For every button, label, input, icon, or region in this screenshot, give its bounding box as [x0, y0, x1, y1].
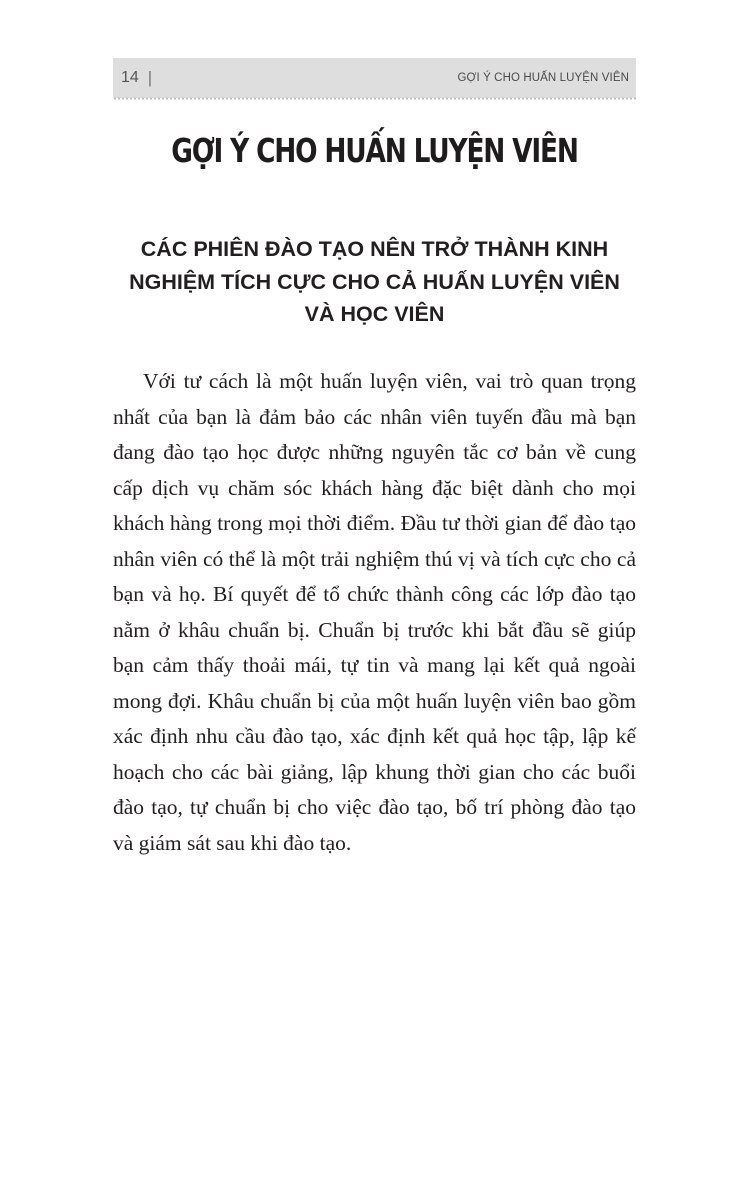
body-paragraph: Với tư cách là một huấn luyện viên, vai trò quan trọng nhất của bạn là đảm bảo các nhân viên tuyến đầu mà bạn đang đào tạo học được những nguyên tắc cơ bản về cung cấp dịch vụ chăm sóc khách hàng đặc biệt dành cho mọi khách hàng trong mọi thời điểm. Đầu tư thời gian để đào tạo nhân viên có thể là một trải nghiệm thú vị và tích cực cho cả bạn và họ. Bí quyết để tổ chức thành công các lớp đào tạo nằm ở khâu chuẩn bị. Chuẩn bị trước khi bắt đầu sẽ giúp bạn cảm thấy thoải mái, tự tin và mang lại kết quả ngoài mong đợi. Khâu chuẩn bị của một huấn luyện viên bao gồm xác định nhu cầu đào tạo, xác định kết quả học tập, lập kế hoạch cho các bài giảng, lập khung thời gian cho các buổi đào tạo, tự chuẩn bị cho việc đào tạo, bố trí phòng đào tạo và giám sát sau khi đào tạo.: [113, 369, 636, 855]
header-separator: |: [147, 68, 153, 87]
page-header-bar: [113, 58, 636, 98]
section-title: CÁC PHIÊN ĐÀO TẠO NÊN TRỞ THÀNH KINH NGHIỆM TÍCH CỰC CHO CẢ HUẤN LUYỆN VIÊN VÀ HỌC VIÊN: [129, 237, 620, 326]
chapter-title: GỢI Ý CHO HUẤN LUYỆN VIÊN: [171, 131, 578, 170]
running-head: GỢI Ý CHO HUẤN LUYỆN VIÊN: [457, 72, 629, 84]
page-number: 14: [121, 69, 139, 86]
page-number-group: [121, 68, 152, 88]
